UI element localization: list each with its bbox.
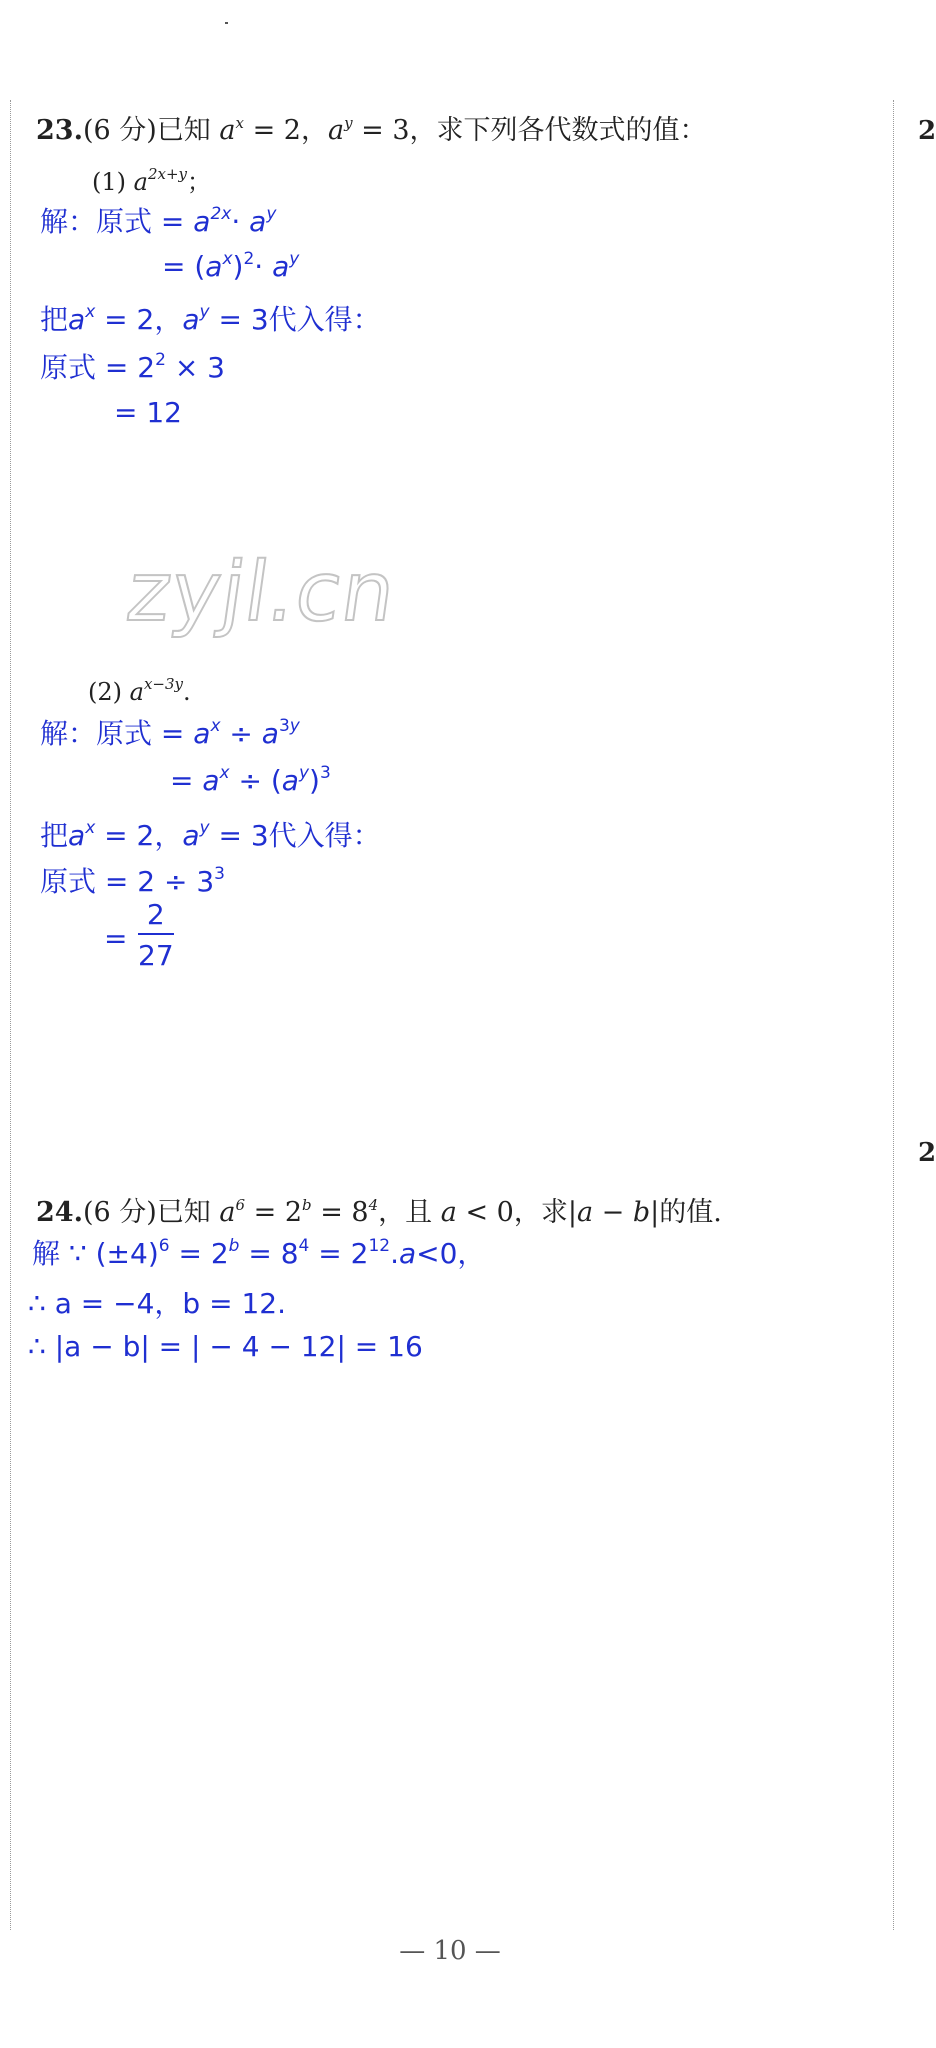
solution-23-1-line-3: 把$a^x = 2$，$a^y = 3$代入得： xyxy=(40,302,381,336)
question-23: 23.(6 分)已知 $a^x = 2$，$a^y = 3$，求下列各代数式的值： xyxy=(36,114,707,146)
question-23-part-2: (2) $a^{x-3y}$. xyxy=(88,675,191,706)
right-margin-rule xyxy=(893,100,894,1930)
equals-sign: = xyxy=(104,922,128,955)
fraction-denominator: 27 xyxy=(138,939,174,972)
solution-23-2-line-1: 解：原式 = $a^x \div a^{3y}$ xyxy=(40,716,300,750)
fraction-numerator: 2 xyxy=(146,898,165,931)
question-prompt: 已知 xyxy=(156,1197,211,1228)
solution-24-line-1: 解 ∵ $(\pm 4)^6 = 2^b = 8^4 = 2^{12}.a<0$， xyxy=(32,1236,486,1270)
part-label: (2) xyxy=(88,678,122,706)
solution-23-1-result: = 12 xyxy=(114,396,182,429)
question-prompt: 已知 xyxy=(156,115,211,146)
part-label: (1) xyxy=(92,168,126,196)
question-24: 24.(6 分)已知 $a^6 = 2^b = 8^4$，且 a < 0，求|a − b|的值. xyxy=(36,1196,722,1228)
solution-23-1-line-4: 原式 = $2^2 \times 3$ xyxy=(40,350,225,384)
solution-23-1-line-2: = $(a^x)^2\cdot a^y$ xyxy=(162,249,300,283)
question-score: (6 分) xyxy=(82,115,157,146)
page-mark xyxy=(225,22,228,24)
right-edge-digit: 2 xyxy=(918,1138,936,1168)
solution-24-line-3: ∴ |a − b| = | − 4 − 12| = 16 xyxy=(28,1330,423,1363)
solution-24-line-2: ∴ a = −4，b = 12. xyxy=(28,1287,286,1320)
solution-23-2-line-2: = $a^x \div (a^y)^3$ xyxy=(170,763,331,797)
solution-23-2-line-4: 原式 = $2 \div 3^3$ xyxy=(40,864,225,898)
left-margin-rule xyxy=(10,100,11,1930)
question-number: 24. xyxy=(36,1197,83,1228)
right-edge-digit: 2 xyxy=(918,116,936,146)
watermark: zyjl.cn xyxy=(121,545,402,640)
fraction-bar xyxy=(138,933,174,935)
solution-23-2-fraction xyxy=(138,898,174,972)
question-number: 23. xyxy=(36,115,83,146)
question-ask: 求下列各代数式的值： xyxy=(436,115,707,146)
separator: ， xyxy=(300,115,328,146)
solution-23-2-line-3: 把$a^x = 2$，$a^y = 3$代入得： xyxy=(40,818,381,852)
solution-23-1-line-1: 解：原式 = $a^{2x}\cdot a^y$ xyxy=(40,204,277,238)
question-score: (6 分) xyxy=(82,1197,157,1228)
separator: ， xyxy=(409,115,437,146)
page-number: — 10 — xyxy=(399,1936,501,1966)
question-23-part-1: (1) $a^{2x+y}$； xyxy=(92,165,211,196)
